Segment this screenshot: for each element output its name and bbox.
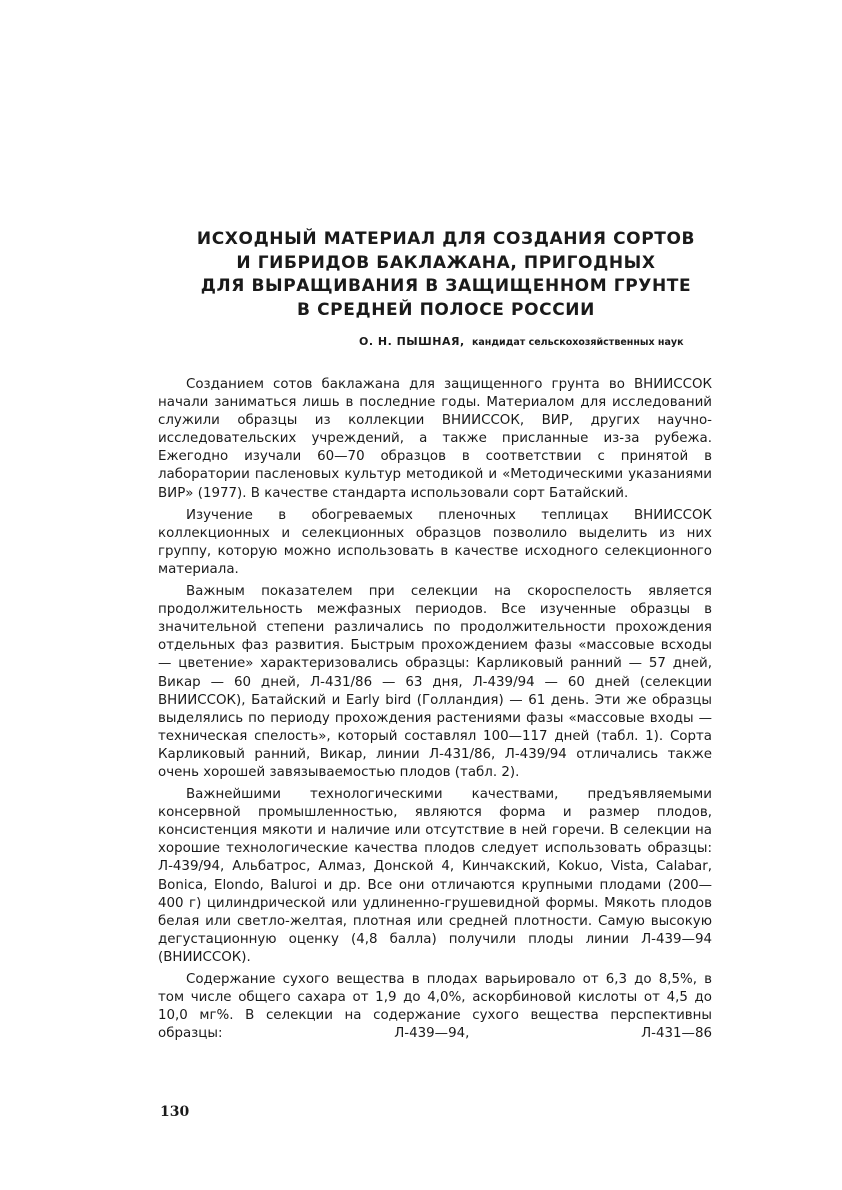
title-line: В СРЕДНЕЙ ПОЛОСЕ РОССИИ [297, 299, 595, 320]
title-line: ДЛЯ ВЫРАЩИВАНИЯ В ЗАЩИЩЕННОМ ГРУНТЕ [200, 276, 692, 296]
title-line: ИСХОДНЫЙ МАТЕРИАЛ ДЛЯ СОЗДАНИЯ СОРТОВ [196, 229, 696, 249]
page-number: 130 [160, 1104, 190, 1120]
article-body [158, 376, 712, 1047]
paragraph: Созданием сотов баклажана для защищенного грунта во ВНИИССОК начали заниматься лишь в последние годы. Материалом для исследований служили образцы из коллекции ВНИИССОК, ВИР, других научно-исследовательских учреждений, а также присланные из-за рубежа. Ежегодно изучали 60—70 образцов в соответствии с принятой в лаборатории пасленовых культур методикой и «Методическими указаниями ВИР» (1977). В качестве стандарта использовали сорт Батайский. [158, 377, 712, 501]
title-line: И ГИБРИДОВ БАКЛАЖАНА, ПРИГОДНЫХ [236, 252, 656, 273]
article-title [150, 228, 742, 322]
author-line [359, 334, 709, 351]
paragraph: Содержание сухого вещества в плодах варьировало от 6,3 до 8,5%, в том числе общего сахара от 1,9 до 4,0%, аскорбиновой кислоты от 4,5 до 10,0 мг%. В селекции на содержание сухого вещества перспективны образцы: Л-439—94, Л-431—86 [158, 972, 712, 1042]
paragraph: Важнейшими технологическими качествами, предъявляемыми консервной промышленностью, являются форма и размер плодов, консистенция мякоти и наличие или отсутствие в ней горечи. В селекции на хорошие технологические качества плодов следует использовать образцы: Л-439/94, Альбатрос, Алмаз, Донской 4, Кинчакский, Kokuo, Vista, Calabar, Bonica, Elondo, Baluroi и др. Все они отличаются крупными плодами (200—400 г) цилиндрической или удлиненно-грушевидной формы. Мякоть плодов белая или светло-желтая, плотная или средней плотности. Самую высокую дегустационную оценку (4,8 балла) получили плоды линии Л-439—94 (ВНИИССОК). [158, 787, 712, 965]
author-name: О. Н. ПЫШНАЯ, [359, 335, 465, 348]
paragraph: Важным показателем при селекции на скороспелость является продолжительность межфазных периодов. Все изученные образцы в значительной степени различались по продолжительности прохождения отдельных фаз развития. Быстрым прохождением фазы «массовые всходы — цветение» характеризовались образцы: Карликовый ранний — 57 дней, Викар — 60 дней, Л-431/86 — 63 дня, Л-439/94 — 60 дней (селекции ВНИИССОК), Батайский и Early bird (Голландия) — 61 день. Эти же образцы выделялись по периоду прохождения растениями фазы «массовые входы — техническая спелость», который составлял 100—117 дней (табл. 1). Сорта Карликовый ранний, Викар, линии Л-431/86, Л-439/94 отличались также очень хорошей завязываемостью плодов (табл. 2). [158, 584, 712, 780]
paragraph: Изучение в обогреваемых пленочных теплицах ВНИИССОК коллекционных и селекционных образцов позволило выделить из них группу, которую можно использовать в качестве исходного селекционного материала. [158, 507, 712, 577]
author-credentials: кандидат сельскохозяйственных наук [471, 337, 684, 348]
